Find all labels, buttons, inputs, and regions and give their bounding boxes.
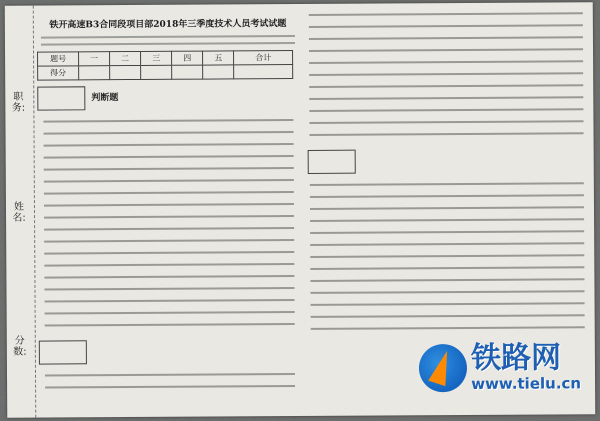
score-table-header: 二 <box>110 51 141 65</box>
right-questions-bottom <box>304 182 591 330</box>
question-line <box>44 215 294 219</box>
question-line <box>44 239 294 243</box>
exam-instructions <box>37 35 299 46</box>
question-line <box>309 108 583 112</box>
question-line <box>309 72 583 76</box>
question-line <box>311 314 585 318</box>
question-line <box>311 326 585 330</box>
score-table-row-label: 题号 <box>38 52 79 66</box>
left-column <box>37 4 302 418</box>
question-line <box>44 203 294 207</box>
grader-box <box>39 340 87 364</box>
question-line <box>311 290 585 294</box>
score-table-row-label: 得分 <box>38 66 79 80</box>
question-line <box>309 36 583 40</box>
question-line <box>44 191 294 195</box>
question-line <box>44 179 294 183</box>
binding-margin <box>5 6 37 418</box>
question-line <box>309 24 583 28</box>
question-line <box>310 230 584 234</box>
grader-box <box>37 86 85 110</box>
question-line <box>44 131 294 135</box>
score-cell <box>141 65 172 79</box>
score-cell <box>172 65 203 79</box>
question-line <box>310 132 584 136</box>
question-line <box>310 254 584 258</box>
question-line <box>309 96 583 100</box>
question-line <box>44 287 294 291</box>
score-cell <box>203 65 234 79</box>
score-cell <box>79 66 110 80</box>
instruction-line <box>41 35 295 39</box>
score-table-header: 五 <box>203 51 234 65</box>
railway-logo-icon <box>419 344 467 392</box>
question-line <box>309 48 583 52</box>
question-line <box>45 373 295 377</box>
section-3-header <box>308 142 590 174</box>
question-line <box>309 120 583 124</box>
question-line <box>44 251 294 255</box>
watermark-name: 铁路网 <box>470 340 562 376</box>
question-line <box>44 275 294 279</box>
section-2-questions <box>39 373 301 389</box>
question-line <box>309 84 583 88</box>
right-questions-top <box>303 12 590 136</box>
score-cell <box>110 65 141 79</box>
instruction-line <box>41 42 295 46</box>
question-line <box>45 311 295 315</box>
score-table-header-row <box>38 51 293 67</box>
question-line <box>45 323 295 327</box>
score-table-header: 合计 <box>234 51 293 65</box>
question-line <box>310 194 584 198</box>
question-line <box>309 12 583 16</box>
question-line <box>44 263 294 267</box>
question-line <box>44 143 294 147</box>
exam-paper <box>5 2 596 418</box>
score-table <box>37 50 293 81</box>
question-line <box>45 299 295 303</box>
watermark-url: www.tielu.cn <box>471 374 582 393</box>
binding-field-2: 姓名: <box>12 201 26 224</box>
question-line <box>311 302 585 306</box>
question-line <box>309 60 583 64</box>
question-line <box>310 182 584 186</box>
score-table-header: 四 <box>172 51 203 65</box>
score-table-score-row <box>38 65 293 81</box>
exam-title: 铁开高速B3合同段项目部2018年三季度技术人员考试试题 <box>49 19 287 31</box>
binding-field-3: 分数: <box>13 335 27 358</box>
site-watermark <box>419 342 581 393</box>
question-line <box>310 242 584 246</box>
score-table-header: 一 <box>79 52 110 66</box>
section-2-header <box>39 333 301 365</box>
score-table-header: 三 <box>141 51 172 65</box>
question-line <box>310 266 584 270</box>
grader-box <box>308 150 356 174</box>
question-line <box>44 227 294 231</box>
question-line <box>45 385 295 389</box>
question-line <box>310 218 584 222</box>
question-line <box>44 167 294 171</box>
watermark-text <box>471 342 581 393</box>
binding-field-1: 职务: <box>11 91 26 114</box>
section-1-header <box>37 79 299 111</box>
section-1-questions <box>37 119 300 327</box>
score-cell <box>234 65 293 79</box>
question-line <box>310 278 584 282</box>
question-line <box>44 155 294 159</box>
question-line <box>43 119 293 123</box>
question-line <box>310 206 584 210</box>
section-1-heading: 判断题 <box>91 93 119 104</box>
